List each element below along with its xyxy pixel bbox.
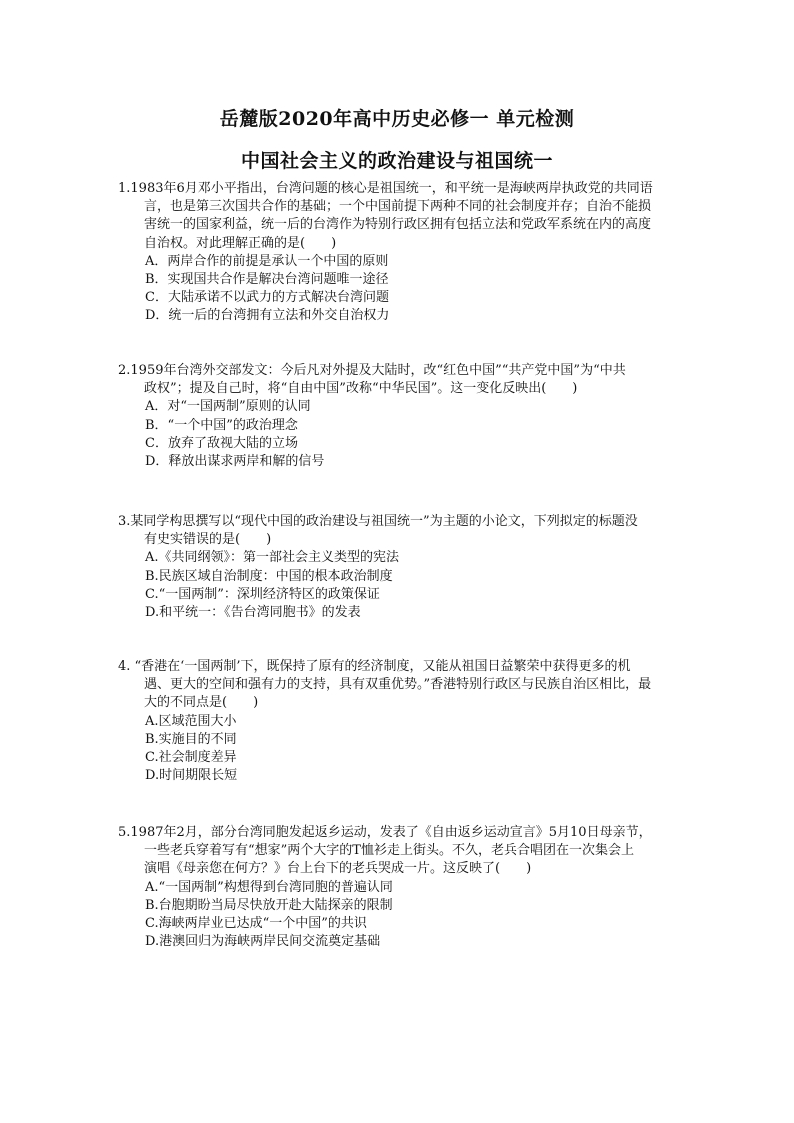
question-1 [118, 180, 700, 326]
option-a: A.“一国两制”构想得到台湾同胞的普遍认同 [145, 879, 393, 895]
stem-line: 自治权。对此理解正确的是( ) [144, 235, 337, 251]
stem-line: 害统一的国家利益，统一后的台湾作为特别行政区拥有包括立法和党政军系统在内的高度 [144, 217, 652, 233]
stem-line: 一些老兵穿着写有“想家”两个大字的T恤衫走上街头。不久，老兵合唱团在一次集会上 [144, 843, 634, 859]
option-d: D.和平统一：《告台湾同胞书》的发表 [145, 605, 361, 621]
document-subtitle: 中国社会主义的政治建设与祖国统一 [240, 150, 553, 172]
option-a: A．两岸合作的前提是承认一个中国的原则 [145, 253, 389, 269]
stem-line: 2.1959年台湾外交部发文：今后凡对外提及大陆时，改“红色中国”“共产党中国”为“中共 [118, 363, 626, 378]
stem-line: 遇、更大的空间和强有力的支持，具有双重优势。”香港特别行政区与民族自治区相比，最 [144, 677, 652, 693]
stem-line: 演唱《母亲您在何方？》台上台下的老兵哭成一片。这反映了( ) [144, 861, 532, 877]
option-b: B.民族区域自治制度：中国的根本政治制度 [145, 568, 393, 584]
option-d: D.港澳回归为海峡两岸民间交流奠定基础 [145, 934, 381, 950]
question-stem [118, 513, 700, 549]
question-4 [118, 658, 700, 785]
stem-line: 5.1987年2月，部分台湾同胞发起返乡运动，发表了《自由返乡运动宣言》5月10日母亲节， [118, 825, 652, 840]
option-b: B.台胞期盼当局尽快放开赴大陆探亲的限制 [145, 897, 393, 913]
option-b: B．实现国共合作是解决台湾问题唯一途径 [145, 272, 389, 288]
option-b: B.实施目的不同 [145, 731, 237, 747]
question-2 [118, 362, 700, 471]
stem-line: 4. “香港在‘一国两制’下，既保持了原有的经济制度，又能从祖国日益繁荣中获得更多的机 [118, 659, 631, 674]
option-c: C．大陆承诺不以武力的方式解决台湾问题 [145, 290, 389, 306]
option-d: D．统一后的台湾拥有立法和外交自治权力 [145, 308, 390, 324]
stem-line: 3.某同学构思撰写以“现代中国的政治建设与祖国统一”为主题的小论文，下列拟定的标题没 [118, 514, 638, 529]
question-stem [118, 180, 700, 253]
question-stem [118, 824, 700, 879]
stem-line: 有史实错误的是( ) [144, 532, 272, 548]
question-stem [118, 658, 700, 713]
document-title: 岳麓版2020年高中历史必修一 单元检测 [219, 108, 575, 130]
stem-line: 政权”；提及自己时，将“自由中国”改称“中华民国”。这一变化反映出( ) [144, 381, 578, 397]
stem-line: 大的不同点是( ) [144, 695, 259, 711]
question-5 [118, 824, 700, 951]
option-a: A．对“一国两制”原则的认同 [145, 399, 311, 415]
option-a: A.《共同纲领》：第一部社会主义类型的宪法 [145, 550, 400, 566]
question-3 [118, 513, 700, 622]
stem-line: 1.1983年6月邓小平指出，台湾问题的核心是祖国统一，和平统一是海峡两岸执政党的共同语 [118, 181, 653, 196]
option-c: C.“一国两制”：深圳经济特区的政策保证 [145, 586, 380, 602]
question-stem [118, 362, 700, 398]
stem-line: 言，也是第三次国共合作的基础；一个中国前提下两种不同的社会制度并存；自治不能损 [144, 199, 652, 215]
option-c: C．放弃了敌视大陆的立场 [145, 435, 298, 451]
option-c: C.社会制度差异 [145, 750, 237, 766]
option-b: B．“一个中国”的政治理念 [145, 417, 298, 433]
option-d: D．释放出谋求两岸和解的信号 [145, 454, 325, 470]
option-d: D.时间期限长短 [145, 768, 238, 784]
option-c: C.海峡两岸业已达成“一个中国”的共识 [145, 916, 367, 932]
option-a: A.区域范围大小 [145, 713, 237, 729]
